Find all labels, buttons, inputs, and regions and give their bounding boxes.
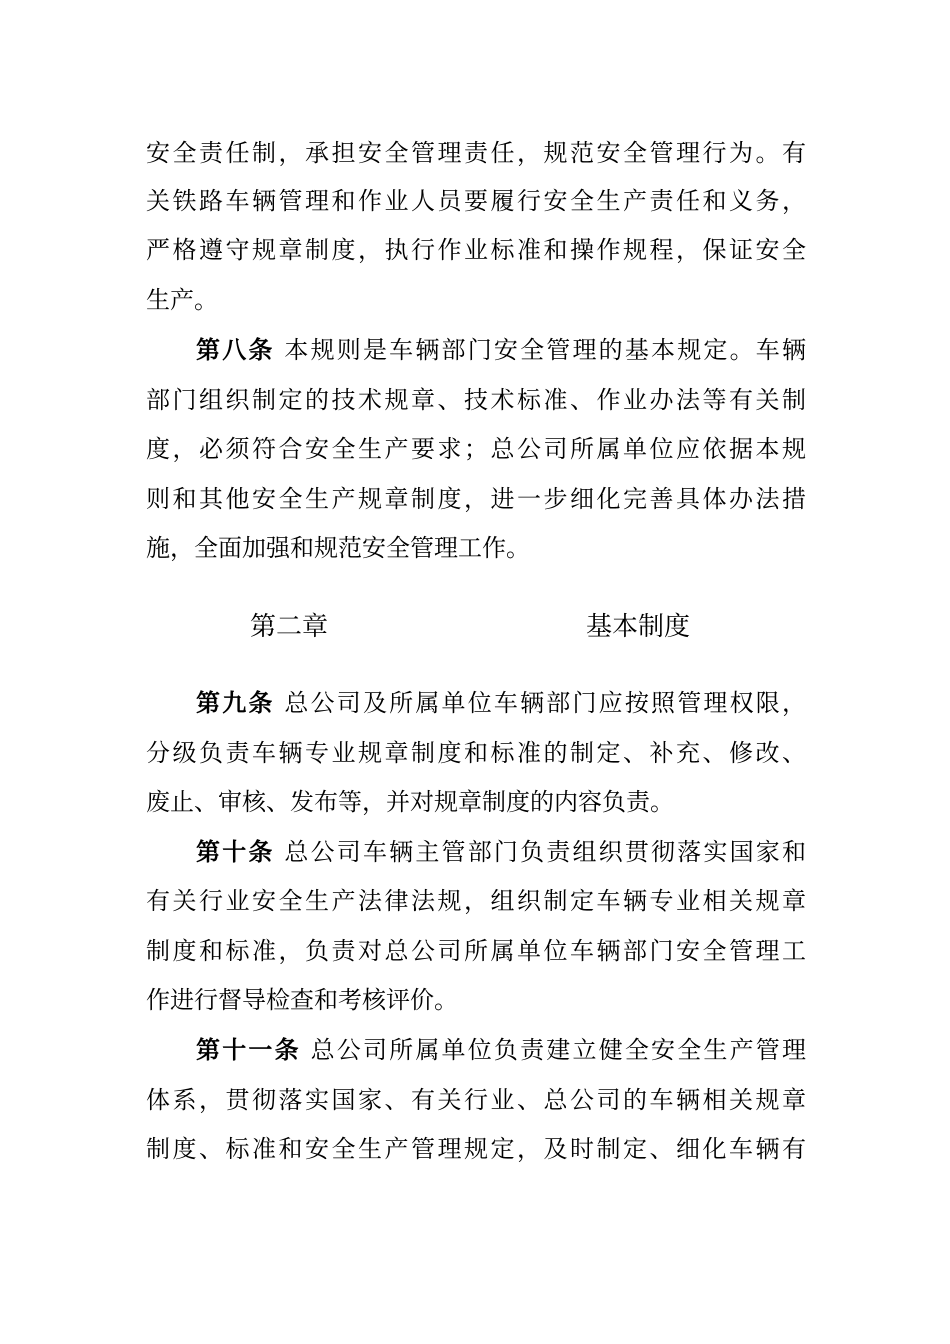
article-10-first-line: 第十条 总公司车辆主管部门负责组织贯彻落实国家和: [196, 838, 806, 866]
article-8-first-line: 第八条 本规则是车辆部门安全管理的基本规定。车辆: [196, 336, 806, 364]
paragraph-line: 安全责任制，承担安全管理责任，规范安全管理行为。有: [146, 139, 806, 167]
paragraph-line: 施，全面加强和规范安全管理工作。: [146, 534, 530, 562]
paragraph-line: 废止、审核、发布等，并对规章制度的内容负责。: [146, 788, 674, 816]
article-label: 第十条: [196, 838, 275, 866]
paragraph-line: 制度和标准，负责对总公司所属单位车辆部门安全管理工: [146, 937, 806, 965]
chapter-title: 基本制度: [586, 612, 691, 642]
paragraph-line: 制度、标准和安全生产管理规定，及时制定、细化车辆有: [146, 1135, 806, 1163]
paragraph-line: 作进行督导检查和考核评价。: [146, 986, 458, 1014]
paragraph-line: 体系，贯彻落实国家、有关行业、总公司的车辆相关规章: [146, 1086, 806, 1114]
paragraph-line: 分级负责车辆专业规章制度和标准的制定、补充、修改、: [146, 739, 806, 767]
paragraph-line: 关铁路车辆管理和作业人员要履行安全生产责任和义务，: [146, 187, 806, 215]
paragraph-line: 则和其他安全生产规章制度，进一步细化完善具体办法措: [146, 485, 806, 513]
paragraph-line: 有关行业安全生产法律法规，组织制定车辆专业相关规章: [146, 887, 806, 915]
paragraph-line: 部门组织制定的技术规章、技术标准、作业办法等有关制: [146, 386, 806, 414]
chapter-number: 第二章: [250, 612, 329, 642]
paragraph-line: 严格遵守规章制度，执行作业标准和操作规程，保证安全: [146, 236, 806, 264]
paragraph-line: 生产。: [146, 286, 218, 314]
article-9-first-line: 第九条 总公司及所属单位车辆部门应按照管理权限，: [196, 689, 806, 717]
article-label: 第十一条: [196, 1036, 301, 1064]
article-label: 第九条: [196, 689, 275, 717]
article-11-first-line: 第十一条 总公司所属单位负责建立健全安全生产管理: [196, 1036, 806, 1064]
paragraph-line: 度，必须符合安全生产要求；总公司所属单位应依据本规: [146, 435, 806, 463]
article-label: 第八条: [196, 336, 275, 364]
